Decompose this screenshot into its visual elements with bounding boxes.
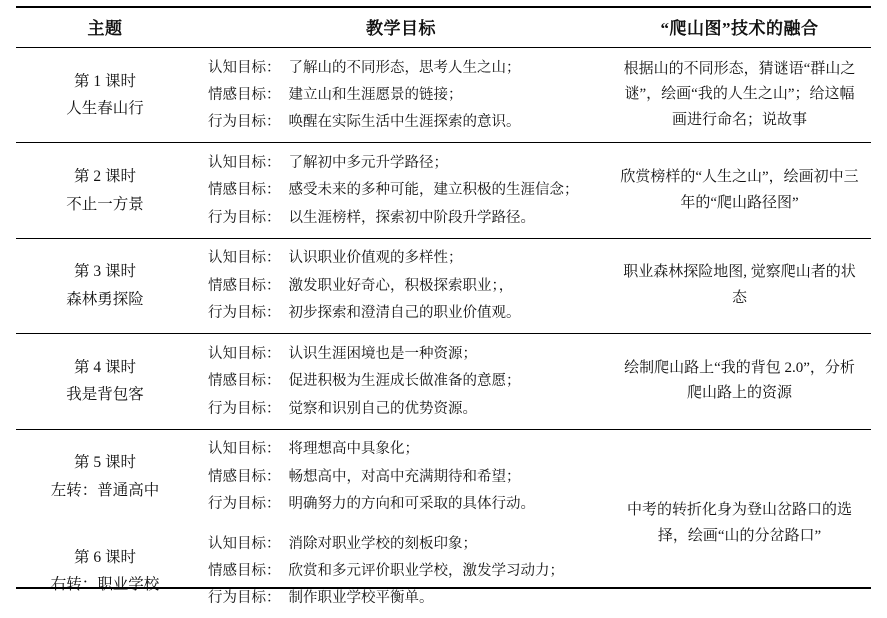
goal-label-cognitive: 认知目标： [208, 152, 281, 174]
goal-cognitive [208, 436, 602, 463]
fusion-text: 中考的转折化身为登山岔路口的选择，绘画“山的分岔路口” [627, 502, 852, 544]
goal-text-behavioral: 明确努力的方向和可采取的具体行动。 [281, 493, 603, 515]
column-header-teaching-goals: 教学目标 [194, 7, 608, 48]
theme-lesson-title: 不止一方景 [22, 192, 188, 218]
goal-label-affective: 情感目标： [208, 466, 281, 488]
curriculum-table [16, 6, 871, 618]
theme-lesson-title: 右转：职业学校 [22, 572, 188, 598]
goal-text-affective: 建立山和生涯愿景的链接； [281, 84, 603, 106]
goal-text-affective: 感受未来的多种可能，建立积极的生涯信念； [281, 179, 603, 201]
document-page [0, 6, 887, 595]
goal-label-cognitive: 认知目标： [208, 57, 281, 79]
goal-label-behavioral: 行为目标： [208, 302, 281, 324]
goal-affective [208, 463, 602, 490]
goal-label-affective: 情感目标： [208, 179, 281, 201]
theme-lesson-number: 第 2 课时 [22, 164, 188, 190]
goal-text-affective: 激发职业好奇心，积极探索职业；， [281, 275, 603, 297]
row-theme-cell [16, 524, 194, 618]
column-header-theme: 主题 [16, 7, 194, 48]
table-header-row [16, 7, 871, 48]
row-goals-cell [194, 429, 608, 524]
goal-label-cognitive: 认知目标： [208, 438, 281, 460]
goal-text-behavioral: 唤醒在实际生活中生涯探索的意识。 [281, 111, 603, 133]
goal-text-cognitive: 了解初中多元升学路径； [281, 152, 603, 174]
goal-cognitive [208, 149, 602, 176]
theme-lesson-title: 人生春山行 [22, 96, 188, 122]
goal-label-affective: 情感目标： [208, 370, 281, 392]
goal-cognitive [208, 340, 602, 367]
goal-affective [208, 368, 602, 395]
fusion-text: 欣赏榜样的“人生之山”，绘画初中三年的“爬山路径图” [620, 169, 858, 211]
row-theme-cell [16, 334, 194, 429]
theme-lesson-number: 第 5 课时 [22, 450, 188, 476]
row-theme-cell [16, 429, 194, 524]
goal-label-behavioral: 行为目标： [208, 493, 281, 515]
fusion-text: 根据山的不同形态，猜谜语“群山之谜”，绘画“我的人生之山”；给这幅画进行命名；说故事 [624, 61, 856, 128]
theme-lesson-title: 森林勇探险 [22, 287, 188, 313]
row-goals-cell [194, 143, 608, 238]
goal-cognitive [208, 530, 602, 557]
goal-label-cognitive: 认知目标： [208, 247, 281, 269]
goal-text-affective: 促进积极为生涯成长做准备的意愿； [281, 370, 603, 392]
goal-text-cognitive: 消除对职业学校的刻板印象； [281, 533, 603, 555]
goal-label-cognitive: 认知目标： [208, 343, 281, 365]
row-theme-cell [16, 238, 194, 333]
goal-text-cognitive: 认识职业价值观的多样性； [281, 247, 603, 269]
theme-lesson-number: 第 4 课时 [22, 355, 188, 381]
goal-behavioral [208, 109, 602, 136]
goal-text-behavioral: 觉察和识别自己的优势资源。 [281, 398, 603, 420]
goal-text-cognitive: 了解山的不同形态，思考人生之山； [281, 57, 603, 79]
goal-cognitive [208, 245, 602, 272]
goal-affective [208, 272, 602, 299]
goal-text-cognitive: 将理想高中具象化； [281, 438, 603, 460]
goal-behavioral [208, 491, 602, 518]
goal-label-affective: 情感目标： [208, 84, 281, 106]
row-goals-cell [194, 524, 608, 618]
goal-text-affective: 畅想高中，对高中充满期待和希望； [281, 466, 603, 488]
goal-behavioral [208, 204, 602, 231]
goal-text-affective: 欣赏和多元评价职业学校，激发学习动力； [281, 560, 603, 582]
goal-text-behavioral: 以生涯榜样，探索初中阶段升学路径。 [281, 207, 603, 229]
row-goals-cell [194, 334, 608, 429]
theme-lesson-title: 左转：普通高中 [22, 478, 188, 504]
goal-text-behavioral: 制作职业学校平衡单。 [281, 587, 603, 609]
table-header [16, 7, 871, 48]
column-header-climbing-map-integration: “爬山图”技术的融合 [608, 7, 871, 48]
goal-label-affective: 情感目标： [208, 560, 281, 582]
goal-label-cognitive: 认知目标： [208, 533, 281, 555]
fusion-text: 绘制爬山路上“我的背包 2.0”，分析爬山路上的资源 [624, 360, 855, 402]
table-row [16, 48, 871, 143]
row-fusion-cell-merged [608, 429, 871, 618]
goal-text-behavioral: 初步探索和澄清自己的职业价值观。 [281, 302, 603, 324]
goal-behavioral [208, 300, 602, 327]
goal-label-behavioral: 行为目标： [208, 111, 281, 133]
row-fusion-cell [608, 143, 871, 238]
table-row [16, 238, 871, 333]
theme-lesson-number: 第 3 课时 [22, 259, 188, 285]
goal-affective [208, 558, 602, 585]
goal-affective [208, 81, 602, 108]
goal-affective [208, 177, 602, 204]
row-theme-cell [16, 48, 194, 143]
row-theme-cell [16, 143, 194, 238]
goal-label-behavioral: 行为目标： [208, 207, 281, 229]
theme-lesson-number: 第 6 课时 [22, 545, 188, 571]
table-row [16, 429, 871, 524]
goal-behavioral [208, 585, 602, 612]
row-goals-cell [194, 238, 608, 333]
fusion-text: 职业森林探险地图, 觉察爬山者的状态 [623, 264, 856, 306]
goal-behavioral [208, 395, 602, 422]
table-body [16, 48, 871, 618]
theme-lesson-number: 第 1 课时 [22, 69, 188, 95]
row-goals-cell [194, 48, 608, 143]
row-fusion-cell [608, 48, 871, 143]
goal-text-cognitive: 认识生涯困境也是一种资源； [281, 343, 603, 365]
goal-label-behavioral: 行为目标： [208, 587, 281, 609]
row-fusion-cell [608, 334, 871, 429]
theme-lesson-title: 我是背包客 [22, 382, 188, 408]
goal-label-behavioral: 行为目标： [208, 398, 281, 420]
table-row [16, 143, 871, 238]
goal-cognitive [208, 54, 602, 81]
row-fusion-cell [608, 238, 871, 333]
table-row [16, 334, 871, 429]
goal-label-affective: 情感目标： [208, 275, 281, 297]
